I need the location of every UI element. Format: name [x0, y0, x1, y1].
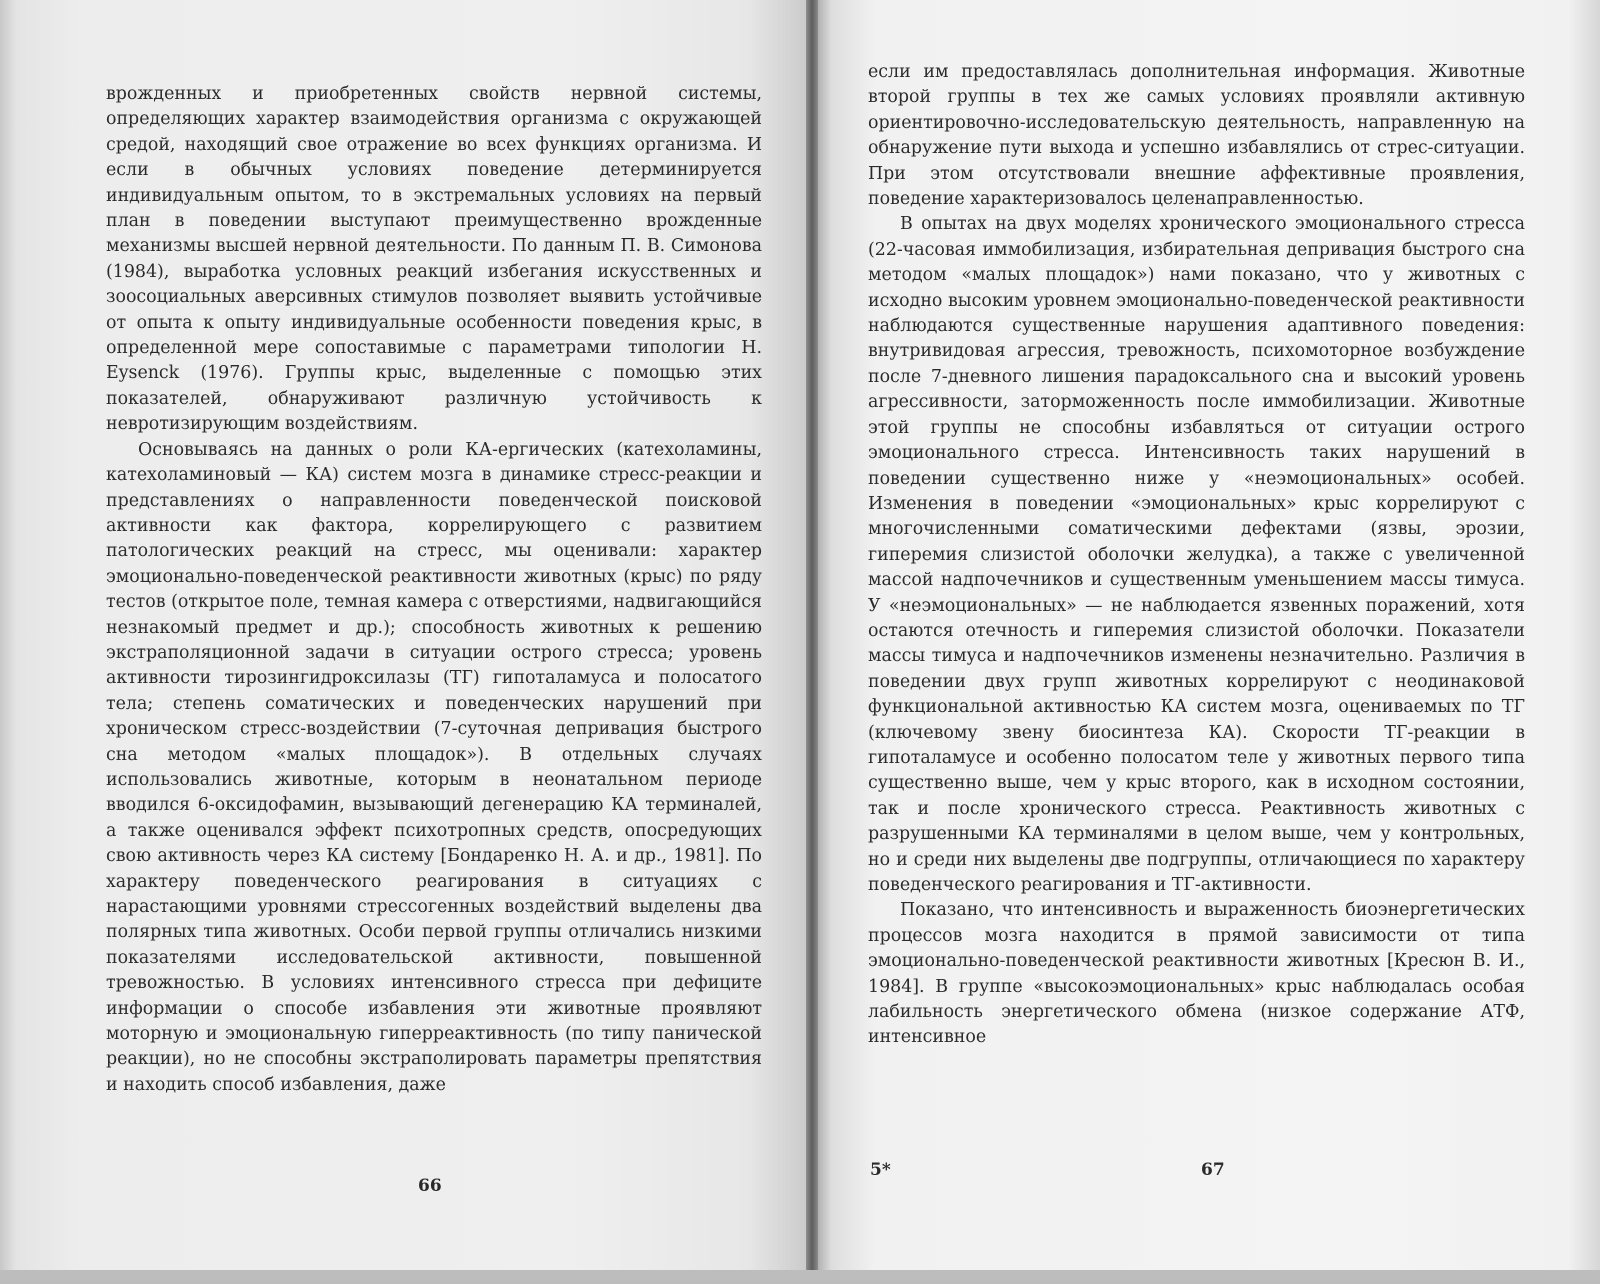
right-paragraph-1: если им предоставлялась дополнительная информация. Животные второй группы в тех же самых условиях проявляли активную ориентировочно-исследовательскую деятельность, направленную на обнаружение пути выхода и успешно избавлялись от стрес-ситуации. При этом отсутствовали внешние аффективные проявления, поведение характеризовалось целенаправленностью. [868, 62, 1525, 210]
right-page-number: 67 [1201, 1160, 1225, 1180]
left-paragraph-1: врожденных и приобретенных свойств нервной системы, определяющих характер взаимодействия организма с окружающей средой, находящий свое отражение во всех функциях организма. И если в обычных условиях поведение детерминируется индивидуальным опытом, то в экстремальных условиях на первый план в поведении выступают преимущественно врожденные механизмы высшей нервной деятельности. По данным П. В. Симонова (1984), выработка условных реакций избегания искусственных и зоосоциальных аверсивных стимулов позволяет выявить устойчивые от опыта к опыту индивидуальные особенности поведения крыс, в определенной мере сопоставимые с параметрами типологии H. Eysenck (1976). Группы крыс, выделенные с помощью этих показателей, обнаруживают различную устойчивость к невротизирующим воздействиям. [106, 84, 762, 435]
left-paragraph-2: Основываясь на данных о роли КА-ергических (катехоламины, катехоламиновый — КА) систем мозга в динамике стресс-реакции и представлениях о направленности поведенческой поисковой активности как фактора, коррелирующего с развитием патологических реакций на стресс, мы оценивали: характер эмоционально-поведенческой реактивности животных (крыс) по ряду тестов (открытое поле, темная камера с отверстиями, надвигающийся незнакомый предмет и др.); способность животных к решению экстраполяционной задачи в ситуации острого стресса; уровень активности тирозингидроксилазы (ТГ) гипоталамуса и полосатого тела; степень соматических и поведенческих нарушений при хроническом стресс-воздействии (7-суточная депривация быстрого сна методом «малых площадок»). В отдельных случаях использовались животные, которым в неонатальном периоде вводился 6-оксидофамин, вызывающий дегенерацию КА терминалей, а также оценивался эффект психотропных средств, опосредующих свою активность через КА систему [Бондаренко Н. А. и др., 1981]. По характеру поведенческого реагирования в ситуациях с нарастающими уровнями стрессогенных воздействий выделены два полярных типа животных. Особи первой группы отличались низкими показателями исследовательской активности, повышенной тревожностью. В условиях интенсивного стресса при дефиците информации о способе избавления эти животные проявляют моторную и эмоциональную гиперреактивность (по типу панической реакции), но не способны экстраполировать параметры препятствия и находить способ избавления, даже [106, 439, 762, 1095]
left-page-number: 66 [418, 1176, 442, 1196]
right-page [812, 0, 1600, 1270]
right-paragraph-2: В опытах на двух моделях хронического эмоционального стресса (22-часовая иммобилизация, избирательная депривация быстрого сна методом «малых площадок») нами показано, что у животных с исходно высоким уровнем эмоционально-поведенческой реактивности наблюдаются существенные нарушения адаптивного поведения: внутривидовая агрессия, тревожность, психомоторное возбуждение после 7-дневного лишения парадоксального сна и высокий уровень агрессивности, заторможенность после иммобилизации. Животные этой группы не способны избавляться от ситуации острого эмоционального стресса. Интенсивность таких нарушений в поведении существенно ниже у «неэмоциональных» особей. Изменения в поведении «эмоциональных» крыс коррелируют с многочисленными соматическими дефектами (язвы, эрозии, гиперемия слизистой оболочки желудка), а также с увеличенной массой надпочечников и существенным уменьшением массы тимуса. У «неэмоциональных» — не наблюдается язвенных поражений, хотя остаются отечность и гиперемия слизистой оболочки. Показатели массы тимуса и надпочечников изменены незначительно. Различия в поведении двух групп животных коррелируют с неодинаковой функциональной активностью КА систем мозга, оцениваемых по ТГ (ключевому звену биосинтеза КА). Скорости ТГ-реакции в гипоталамусе и особенно полосатом теле у животных первого типа существенно выше, чем у крыс второго, как в исходном состоянии, так и после хронического стресса. Реактивность животных с разрушенными КА терминалями в целом выше, чем у контрольных, но и среди них выделены две подгруппы, отличающиеся по характеру поведенческого реагирования и ТГ-активности. [868, 214, 1525, 895]
signature-mark: 5* [870, 1160, 891, 1180]
right-paragraph-3: Показано, что интенсивность и выраженность биоэнергетических процессов мозга находится в прямой зависимости от типа эмоционально-поведенческой реактивности животных [Кресюн В. И., 1984]. В группе «высокоэмоциональных» крыс наблюдалась особая лабильность энергетического обмена (низкое содержание АТФ, интенсивное [868, 900, 1525, 1048]
scan-bottom-edge [0, 1270, 1600, 1284]
book-gutter [806, 0, 818, 1270]
